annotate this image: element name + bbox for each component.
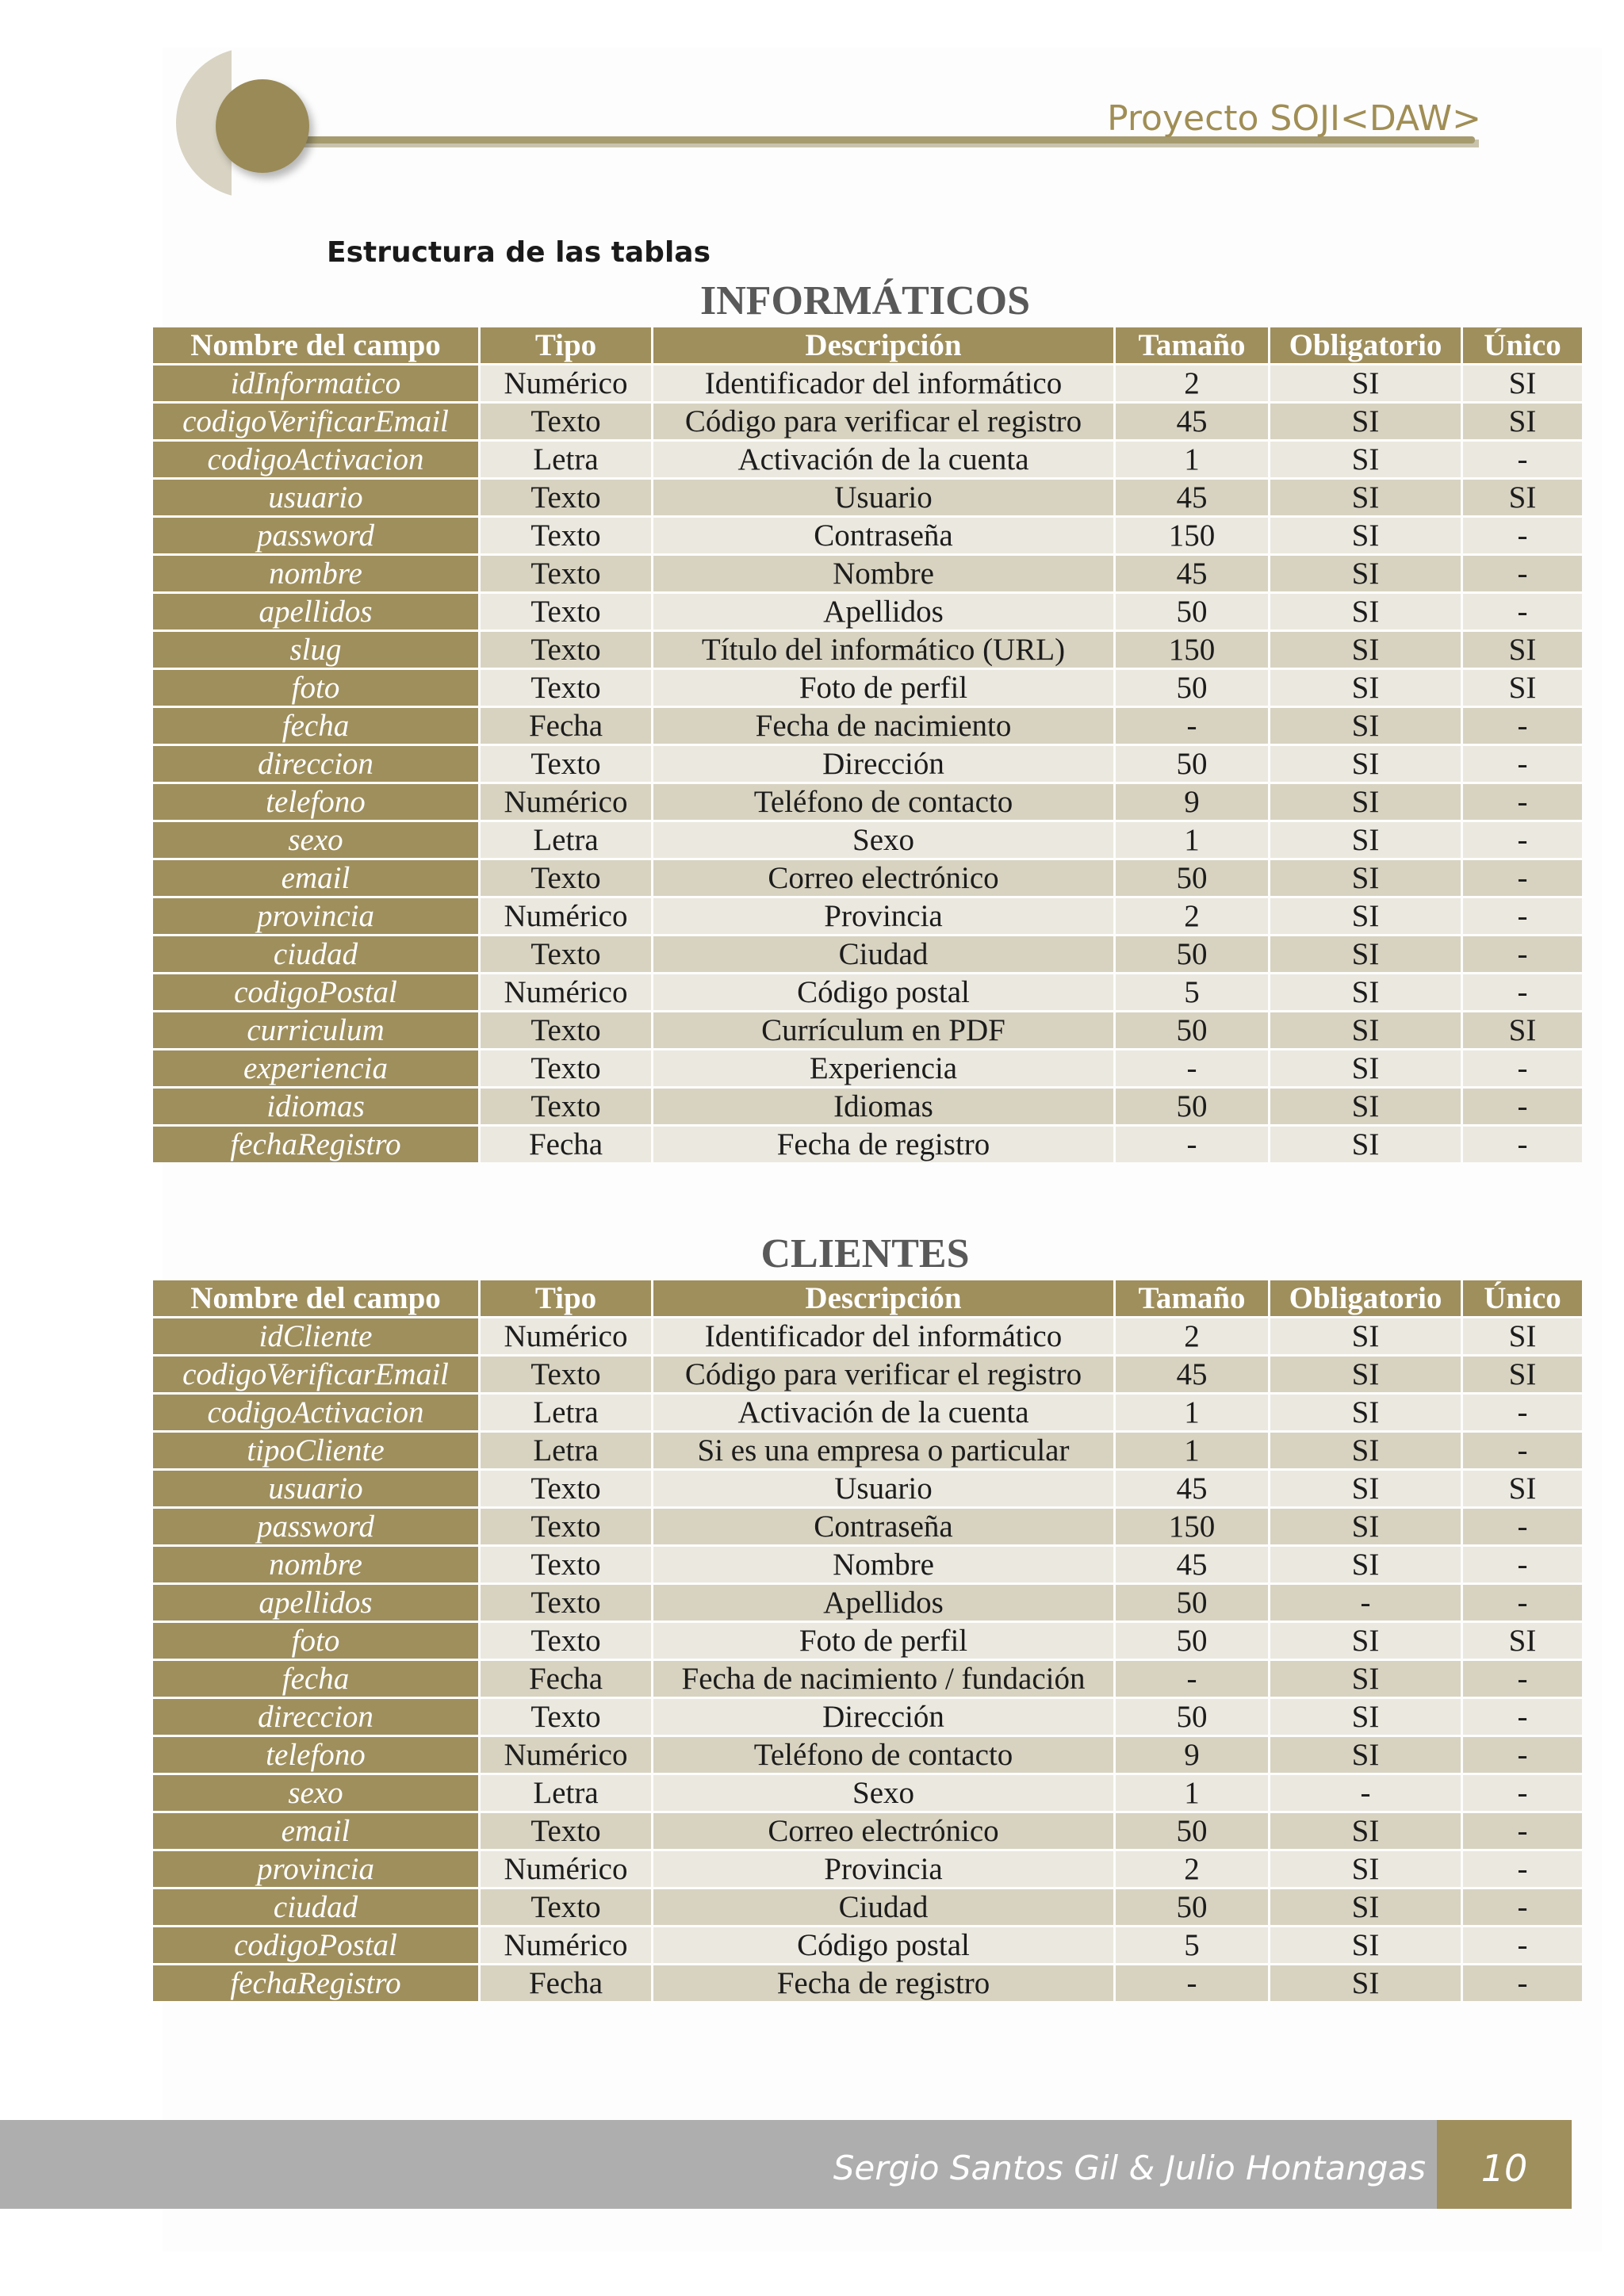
- table-cell: Numérico: [481, 784, 651, 820]
- table-informaticos: [151, 325, 1584, 1165]
- table-row: [153, 1395, 1582, 1430]
- table-row: [153, 1699, 1582, 1735]
- table-cell: 45: [1116, 480, 1268, 515]
- table-cell: -: [1463, 1699, 1582, 1735]
- table-cell: 50: [1116, 1585, 1268, 1621]
- field-name-cell: ciudad: [153, 936, 478, 972]
- column-header: Tipo: [481, 327, 651, 363]
- field-name-cell: fechaRegistro: [153, 1127, 478, 1162]
- page-number: 10: [1480, 2147, 1528, 2190]
- table-cell: Foto de perfil: [653, 670, 1113, 706]
- table-cell: Sexo: [653, 822, 1113, 858]
- table-cell: 50: [1116, 746, 1268, 782]
- table-cell: Texto: [481, 1357, 651, 1392]
- table-cell: Texto: [481, 632, 651, 668]
- field-name-cell: fecha: [153, 1661, 478, 1697]
- field-name-cell: nombre: [153, 1547, 478, 1582]
- field-name-cell: tipoCliente: [153, 1433, 478, 1468]
- table-cell: 50: [1116, 1623, 1268, 1659]
- table-cell: SI: [1270, 1471, 1461, 1506]
- table-cell: SI: [1270, 480, 1461, 515]
- table-cell: Currículum en PDF: [653, 1012, 1113, 1048]
- table-row: [153, 1927, 1582, 1963]
- table-cell: -: [1463, 822, 1582, 858]
- table-cell: Texto: [481, 518, 651, 553]
- table-cell: Correo electrónico: [653, 1813, 1113, 1849]
- field-name-cell: curriculum: [153, 1012, 478, 1048]
- table-cell: -: [1463, 518, 1582, 553]
- field-name-cell: codigoVerificarEmail: [153, 1357, 478, 1392]
- table-cell: SI: [1463, 1012, 1582, 1048]
- table-cell: 5: [1116, 974, 1268, 1010]
- table-cell: Usuario: [653, 1471, 1113, 1506]
- table-cell: -: [1463, 898, 1582, 934]
- table-cell: Letra: [481, 1395, 651, 1430]
- table-cell: -: [1463, 1927, 1582, 1963]
- table-cell: Letra: [481, 442, 651, 477]
- table-row: [153, 1547, 1582, 1582]
- table-row: [153, 974, 1582, 1010]
- table-cell: Letra: [481, 1775, 651, 1811]
- column-header: Tamaño: [1116, 327, 1268, 363]
- table-row: [153, 1889, 1582, 1925]
- table-cell: -: [1463, 1851, 1582, 1887]
- table-cell: 1: [1116, 1775, 1268, 1811]
- table-row: [153, 1318, 1582, 1354]
- table-cell: Texto: [481, 1889, 651, 1925]
- field-name-cell: codigoActivacion: [153, 442, 478, 477]
- table-cell: SI: [1270, 1737, 1461, 1773]
- table-cell: SI: [1463, 1357, 1582, 1392]
- table-cell: 2: [1116, 1851, 1268, 1887]
- table-cell: SI: [1270, 1395, 1461, 1430]
- field-name-cell: experiencia: [153, 1050, 478, 1086]
- table-cell: 50: [1116, 1012, 1268, 1048]
- table-row: [153, 936, 1582, 972]
- table-cell: Título del informático (URL): [653, 632, 1113, 668]
- table-cell: Idiomas: [653, 1089, 1113, 1124]
- table-row: [153, 1965, 1582, 2001]
- table-cell: Código para verificar el registro: [653, 404, 1113, 439]
- header-decoration-circle: [216, 79, 309, 173]
- column-header: Único: [1463, 327, 1582, 363]
- table-cell: 150: [1116, 518, 1268, 553]
- table-cell: -: [1463, 746, 1582, 782]
- table-cell: 45: [1116, 1357, 1268, 1392]
- table-cell: SI: [1270, 936, 1461, 972]
- table-clientes: [151, 1278, 1584, 2003]
- table-cell: Numérico: [481, 365, 651, 401]
- table-row: [153, 822, 1582, 858]
- table-row: [153, 556, 1582, 591]
- table-cell: Texto: [481, 860, 651, 896]
- table-cell: Contraseña: [653, 1509, 1113, 1544]
- table-cell: SI: [1463, 1318, 1582, 1354]
- table-cell: SI: [1270, 1927, 1461, 1963]
- table-cell: 1: [1116, 822, 1268, 858]
- table-cell: Texto: [481, 480, 651, 515]
- field-name-cell: fechaRegistro: [153, 1965, 478, 2001]
- table-cell: SI: [1270, 1813, 1461, 1849]
- table-cell: -: [1463, 860, 1582, 896]
- table-cell: SI: [1270, 556, 1461, 591]
- table-cell: Fecha: [481, 708, 651, 744]
- field-name-cell: provincia: [153, 898, 478, 934]
- table-cell: Texto: [481, 1699, 651, 1735]
- section-heading: Estructura de las tablas: [327, 236, 711, 269]
- table-cell: SI: [1270, 1127, 1461, 1162]
- table-cell: SI: [1270, 594, 1461, 629]
- table-row: [153, 1585, 1582, 1621]
- table-cell: Texto: [481, 1050, 651, 1086]
- table-cell: Código postal: [653, 1927, 1113, 1963]
- field-name-cell: usuario: [153, 480, 478, 515]
- table-cell: Activación de la cuenta: [653, 1395, 1113, 1430]
- table-row: [153, 1813, 1582, 1849]
- field-name-cell: foto: [153, 670, 478, 706]
- field-name-cell: telefono: [153, 784, 478, 820]
- footer-authors: Sergio Santos Gil & Julio Hontangas: [833, 2149, 1426, 2187]
- table-cell: Usuario: [653, 480, 1113, 515]
- table-cell: Correo electrónico: [653, 860, 1113, 896]
- table-cell: -: [1463, 1089, 1582, 1124]
- table-cell: 50: [1116, 1699, 1268, 1735]
- table-cell: -: [1463, 974, 1582, 1010]
- field-name-cell: provincia: [153, 1851, 478, 1887]
- table-cell: Texto: [481, 556, 651, 591]
- table-row: [153, 1851, 1582, 1887]
- table-cell: Sexo: [653, 1775, 1113, 1811]
- table-cell: SI: [1463, 365, 1582, 401]
- table-cell: -: [1463, 1585, 1582, 1621]
- table-row: [153, 1127, 1582, 1162]
- field-name-cell: direccion: [153, 746, 478, 782]
- table-cell: SI: [1270, 1965, 1461, 2001]
- field-name-cell: idiomas: [153, 1089, 478, 1124]
- table-cell: Letra: [481, 822, 651, 858]
- table-cell: Apellidos: [653, 594, 1113, 629]
- table-cell: SI: [1463, 670, 1582, 706]
- table-cell: Teléfono de contacto: [653, 784, 1113, 820]
- table-cell: Apellidos: [653, 1585, 1113, 1621]
- table-row: [153, 404, 1582, 439]
- table-title-informaticos: INFORMÁTICOS: [699, 278, 1031, 323]
- table-cell: Experiencia: [653, 1050, 1113, 1086]
- table-cell: Texto: [481, 1471, 651, 1506]
- table-row: [153, 1775, 1582, 1811]
- table-cell: SI: [1270, 1889, 1461, 1925]
- table-cell: 50: [1116, 594, 1268, 629]
- table-cell: 50: [1116, 936, 1268, 972]
- field-name-cell: foto: [153, 1623, 478, 1659]
- field-name-cell: idCliente: [153, 1318, 478, 1354]
- table-cell: Si es una empresa o particular: [653, 1433, 1113, 1468]
- table-row: [153, 480, 1582, 515]
- table-cell: SI: [1270, 784, 1461, 820]
- column-header: Obligatorio: [1270, 327, 1461, 363]
- table-cell: SI: [1463, 1471, 1582, 1506]
- table-header-row: [153, 1280, 1582, 1316]
- field-name-cell: telefono: [153, 1737, 478, 1773]
- table-cell: 45: [1116, 404, 1268, 439]
- table-cell: Texto: [481, 1585, 651, 1621]
- table-cell: Fecha de nacimiento: [653, 708, 1113, 744]
- table-cell: SI: [1270, 898, 1461, 934]
- table-cell: Nombre: [653, 1547, 1113, 1582]
- table-cell: -: [1116, 1661, 1268, 1697]
- table-cell: SI: [1270, 1318, 1461, 1354]
- table-cell: -: [1463, 1127, 1582, 1162]
- table-row: [153, 784, 1582, 820]
- table-row: [153, 1737, 1582, 1773]
- table-cell: Texto: [481, 1813, 651, 1849]
- table-cell: SI: [1270, 1623, 1461, 1659]
- field-name-cell: codigoVerificarEmail: [153, 404, 478, 439]
- table-cell: Fecha: [481, 1127, 651, 1162]
- table-cell: Numérico: [481, 1737, 651, 1773]
- table-cell: SI: [1270, 1012, 1461, 1048]
- table-cell: -: [1463, 556, 1582, 591]
- field-name-cell: codigoPostal: [153, 1927, 478, 1963]
- field-name-cell: idInformatico: [153, 365, 478, 401]
- table-cell: -: [1463, 1889, 1582, 1925]
- table-cell: -: [1463, 1813, 1582, 1849]
- column-header: Descripción: [653, 327, 1113, 363]
- table-row: [153, 1433, 1582, 1468]
- field-name-cell: sexo: [153, 822, 478, 858]
- table-cell: 2: [1116, 1318, 1268, 1354]
- table-cell: Dirección: [653, 1699, 1113, 1735]
- table-row: [153, 1661, 1582, 1697]
- table-cell: SI: [1270, 1433, 1461, 1468]
- table-cell: SI: [1270, 1699, 1461, 1735]
- table-cell: 1: [1116, 1395, 1268, 1430]
- column-header: Nombre del campo: [153, 1280, 478, 1316]
- table-cell: -: [1116, 1965, 1268, 2001]
- table-cell: 9: [1116, 1737, 1268, 1773]
- table-cell: 50: [1116, 1813, 1268, 1849]
- table-cell: SI: [1270, 860, 1461, 896]
- field-name-cell: sexo: [153, 1775, 478, 1811]
- field-name-cell: apellidos: [153, 594, 478, 629]
- table-cell: -: [1116, 1050, 1268, 1086]
- column-header: Tipo: [481, 1280, 651, 1316]
- table-cell: Texto: [481, 746, 651, 782]
- table-cell: -: [1463, 1547, 1582, 1582]
- table-cell: 45: [1116, 1471, 1268, 1506]
- table-cell: -: [1270, 1775, 1461, 1811]
- table-cell: Numérico: [481, 898, 651, 934]
- field-name-cell: usuario: [153, 1471, 478, 1506]
- project-title: Proyecto SOJI<DAW>: [1107, 98, 1481, 139]
- table-cell: SI: [1463, 632, 1582, 668]
- table-cell: SI: [1270, 822, 1461, 858]
- table-cell: 1: [1116, 1433, 1268, 1468]
- table-row: [153, 442, 1582, 477]
- table-row: [153, 1471, 1582, 1506]
- table-cell: Texto: [481, 1509, 651, 1544]
- field-name-cell: password: [153, 518, 478, 553]
- table-row: [153, 1050, 1582, 1086]
- table-cell: Nombre: [653, 556, 1113, 591]
- field-name-cell: nombre: [153, 556, 478, 591]
- table-cell: -: [1463, 1965, 1582, 2001]
- table-cell: -: [1463, 442, 1582, 477]
- table-cell: 50: [1116, 1889, 1268, 1925]
- table-cell: SI: [1270, 708, 1461, 744]
- table-cell: Fecha de registro: [653, 1965, 1113, 2001]
- column-header: Obligatorio: [1270, 1280, 1461, 1316]
- table-cell: SI: [1463, 480, 1582, 515]
- table-cell: 45: [1116, 556, 1268, 591]
- table-cell: 2: [1116, 898, 1268, 934]
- table-cell: 150: [1116, 632, 1268, 668]
- table-cell: Identificador del informático: [653, 1318, 1113, 1354]
- table-title-clientes: CLIENTES: [760, 1231, 970, 1276]
- field-name-cell: slug: [153, 632, 478, 668]
- table-cell: Identificador del informático: [653, 365, 1113, 401]
- table-cell: -: [1116, 1127, 1268, 1162]
- table-row: [153, 670, 1582, 706]
- field-name-cell: email: [153, 860, 478, 896]
- table-cell: Provincia: [653, 1851, 1113, 1887]
- table-cell: Fecha: [481, 1661, 651, 1697]
- table-cell: SI: [1270, 518, 1461, 553]
- table-cell: SI: [1270, 1357, 1461, 1392]
- table-cell: Texto: [481, 936, 651, 972]
- table-row: [153, 1509, 1582, 1544]
- table-cell: Activación de la cuenta: [653, 442, 1113, 477]
- table-row: [153, 1623, 1582, 1659]
- table-cell: Texto: [481, 1012, 651, 1048]
- field-name-cell: fecha: [153, 708, 478, 744]
- column-header: Único: [1463, 1280, 1582, 1316]
- table-cell: Provincia: [653, 898, 1113, 934]
- table-cell: Fecha de nacimiento / fundación: [653, 1661, 1113, 1697]
- table-cell: Código postal: [653, 974, 1113, 1010]
- table-cell: SI: [1270, 404, 1461, 439]
- table-cell: Numérico: [481, 974, 651, 1010]
- table-row: [153, 1357, 1582, 1392]
- table-row: [153, 632, 1582, 668]
- table-cell: SI: [1270, 632, 1461, 668]
- table-cell: 45: [1116, 1547, 1268, 1582]
- table-cell: 1: [1116, 442, 1268, 477]
- table-cell: -: [1463, 1395, 1582, 1430]
- field-name-cell: codigoActivacion: [153, 1395, 478, 1430]
- table-cell: Numérico: [481, 1927, 651, 1963]
- column-header: Tamaño: [1116, 1280, 1268, 1316]
- table-cell: Numérico: [481, 1318, 651, 1354]
- table-cell: -: [1463, 1433, 1582, 1468]
- field-name-cell: apellidos: [153, 1585, 478, 1621]
- table-cell: -: [1463, 1661, 1582, 1697]
- table-cell: Letra: [481, 1433, 651, 1468]
- table-row: [153, 708, 1582, 744]
- table-cell: Teléfono de contacto: [653, 1737, 1113, 1773]
- table-cell: Texto: [481, 594, 651, 629]
- table-cell: Ciudad: [653, 936, 1113, 972]
- table-cell: 50: [1116, 860, 1268, 896]
- table-cell: SI: [1270, 1509, 1461, 1544]
- table-cell: SI: [1270, 1050, 1461, 1086]
- table-cell: -: [1463, 936, 1582, 972]
- table-cell: SI: [1270, 1851, 1461, 1887]
- table-cell: -: [1463, 1509, 1582, 1544]
- table-cell: -: [1463, 1050, 1582, 1086]
- table-cell: 2: [1116, 365, 1268, 401]
- table-row: [153, 1012, 1582, 1048]
- table-cell: SI: [1270, 1547, 1461, 1582]
- table-cell: SI: [1270, 746, 1461, 782]
- table-cell: SI: [1463, 1623, 1582, 1659]
- table-cell: 5: [1116, 1927, 1268, 1963]
- table-cell: Foto de perfil: [653, 1623, 1113, 1659]
- table-cell: -: [1463, 1775, 1582, 1811]
- table-cell: 50: [1116, 670, 1268, 706]
- table-cell: -: [1463, 1737, 1582, 1773]
- table-cell: Fecha: [481, 1965, 651, 2001]
- table-cell: SI: [1270, 670, 1461, 706]
- table-cell: Numérico: [481, 1851, 651, 1887]
- table-cell: SI: [1270, 365, 1461, 401]
- table-row: [153, 518, 1582, 553]
- field-name-cell: password: [153, 1509, 478, 1544]
- table-row: [153, 594, 1582, 629]
- table-cell: Ciudad: [653, 1889, 1113, 1925]
- table-cell: -: [1463, 708, 1582, 744]
- table-cell: Texto: [481, 1623, 651, 1659]
- table-cell: -: [1463, 784, 1582, 820]
- table-cell: -: [1463, 594, 1582, 629]
- field-name-cell: ciudad: [153, 1889, 478, 1925]
- field-name-cell: email: [153, 1813, 478, 1849]
- table-cell: Texto: [481, 670, 651, 706]
- table-cell: Texto: [481, 1089, 651, 1124]
- table-row: [153, 898, 1582, 934]
- table-row: [153, 860, 1582, 896]
- table-cell: SI: [1270, 974, 1461, 1010]
- field-name-cell: codigoPostal: [153, 974, 478, 1010]
- table-cell: Texto: [481, 1547, 651, 1582]
- table-header-row: [153, 327, 1582, 363]
- column-header: Nombre del campo: [153, 327, 478, 363]
- table-cell: Texto: [481, 404, 651, 439]
- table-cell: Fecha de registro: [653, 1127, 1113, 1162]
- table-cell: Contraseña: [653, 518, 1113, 553]
- table-cell: SI: [1270, 1661, 1461, 1697]
- table-cell: 50: [1116, 1089, 1268, 1124]
- table-row: [153, 1089, 1582, 1124]
- table-cell: SI: [1270, 1089, 1461, 1124]
- table-cell: 9: [1116, 784, 1268, 820]
- column-header: Descripción: [653, 1280, 1113, 1316]
- table-row: [153, 365, 1582, 401]
- table-cell: Dirección: [653, 746, 1113, 782]
- table-cell: Código para verificar el registro: [653, 1357, 1113, 1392]
- table-row: [153, 746, 1582, 782]
- table-cell: -: [1270, 1585, 1461, 1621]
- table-cell: SI: [1270, 442, 1461, 477]
- field-name-cell: direccion: [153, 1699, 478, 1735]
- table-cell: -: [1116, 708, 1268, 744]
- table-cell: 150: [1116, 1509, 1268, 1544]
- table-cell: SI: [1463, 404, 1582, 439]
